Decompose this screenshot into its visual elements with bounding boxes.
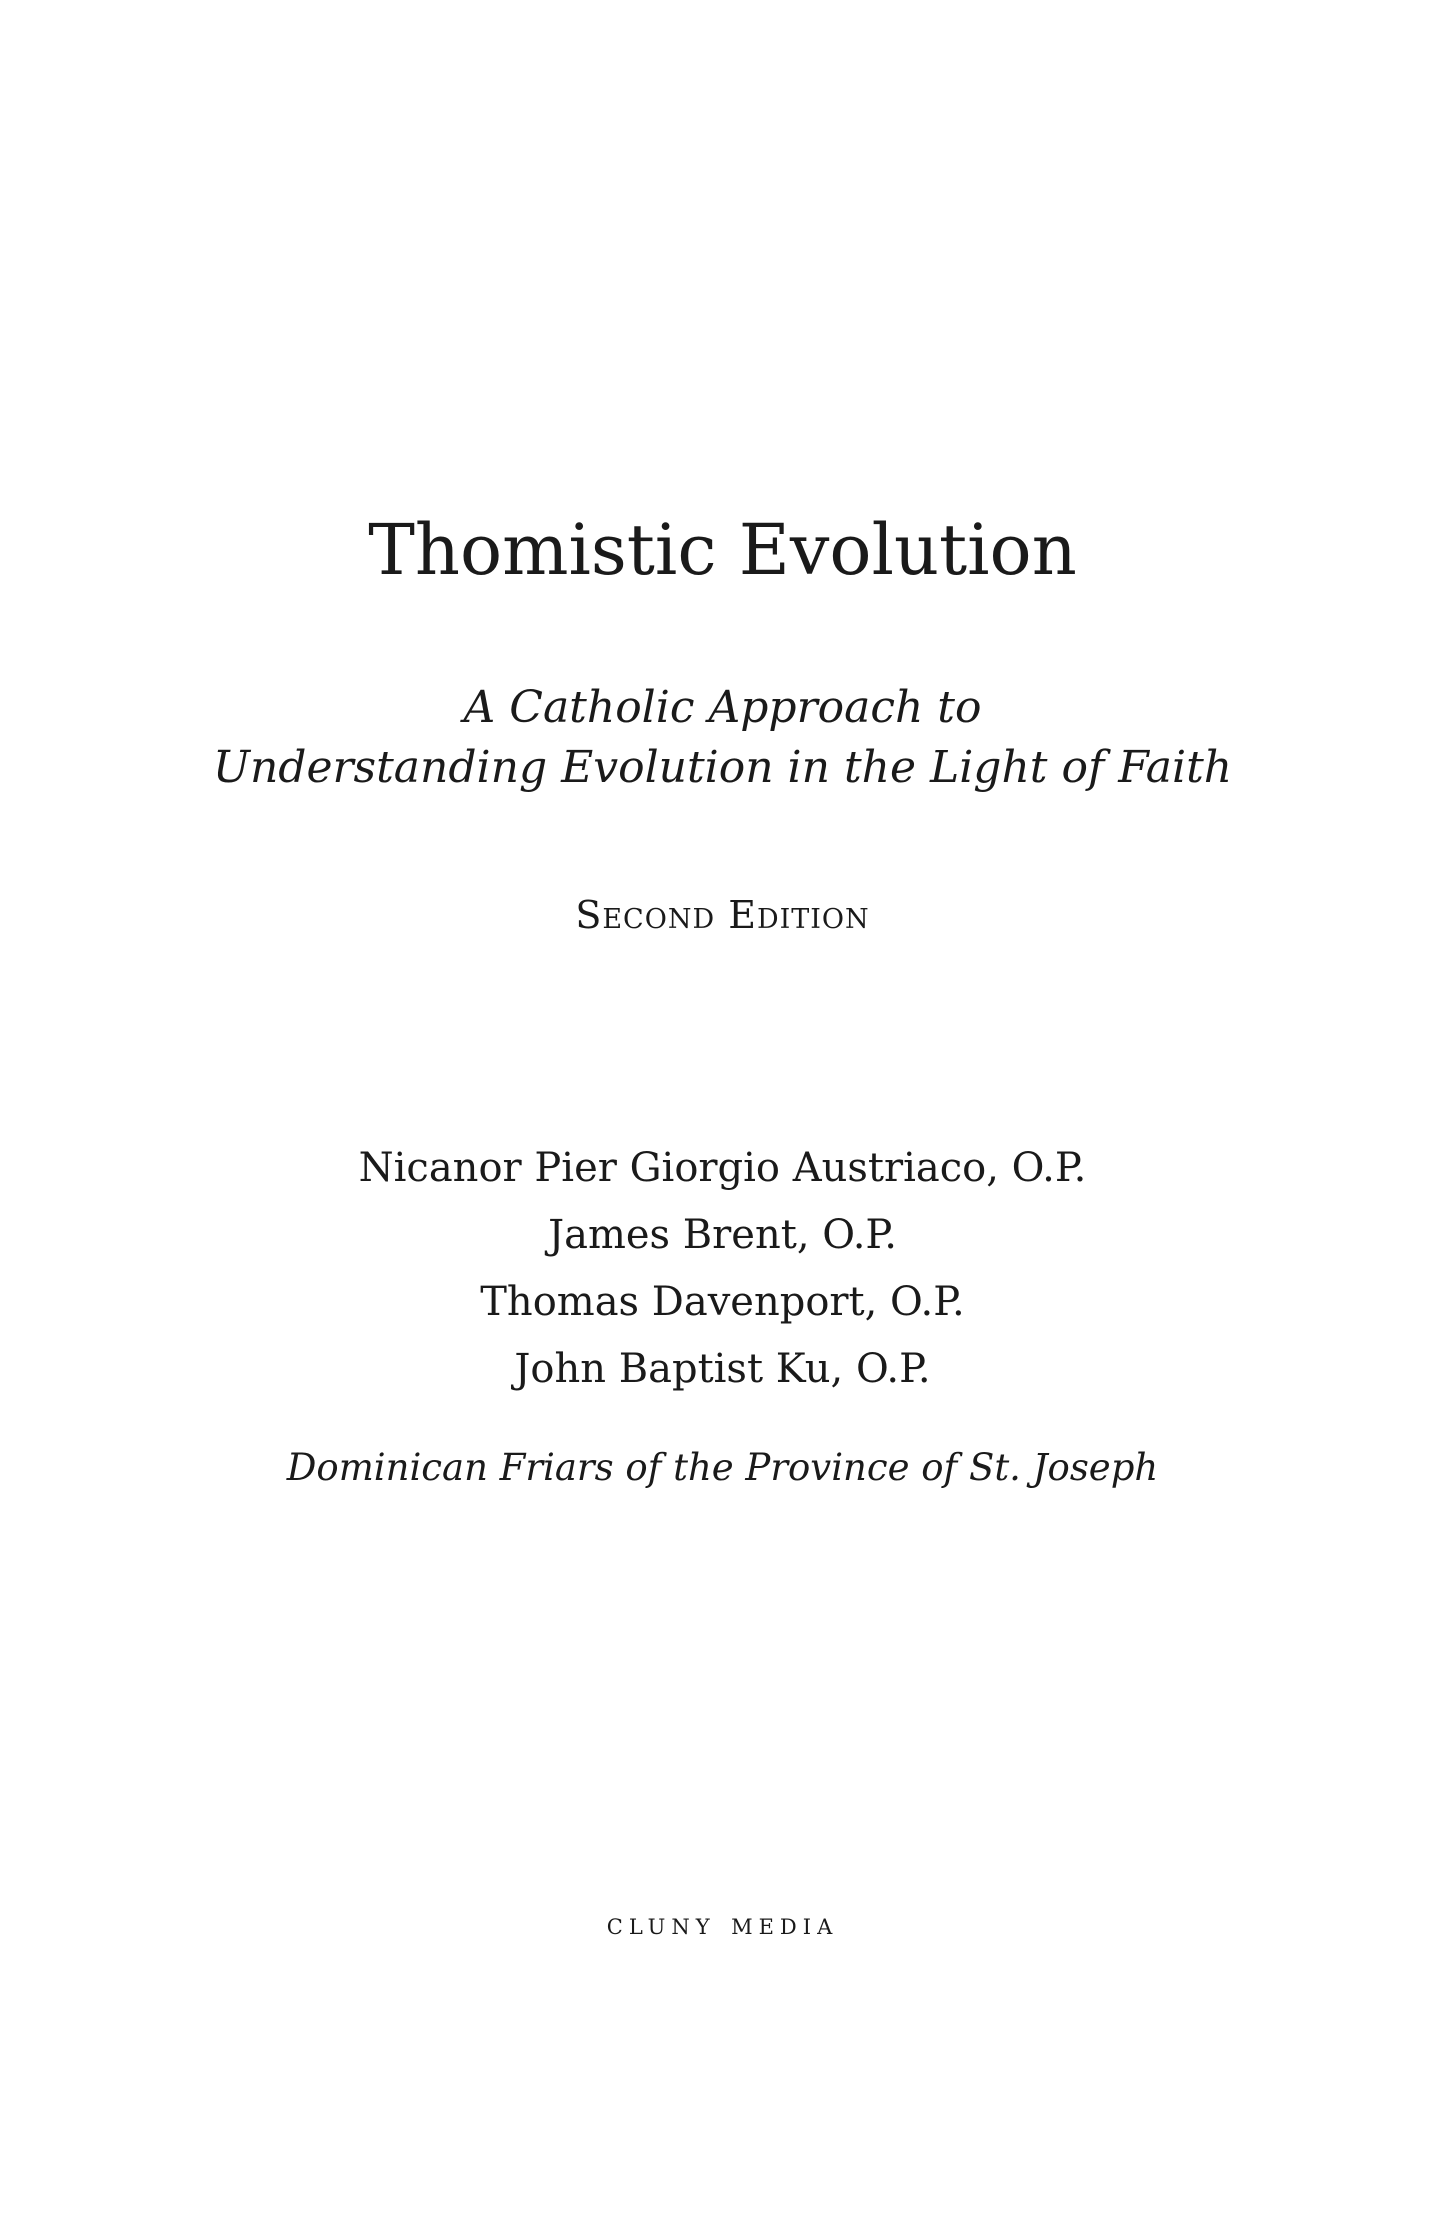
author-4: John Baptist Ku, O.P. bbox=[514, 1346, 931, 1392]
subtitle-line-2: Understanding Evolution in the Light of Faith bbox=[212, 742, 1233, 793]
author-3: Thomas Davenport, O.P. bbox=[480, 1279, 965, 1325]
author-1: Nicanor Pier Giorgio Austriaco, O.P. bbox=[358, 1145, 1087, 1191]
subtitle-line-1: A Catholic Approach to bbox=[463, 682, 982, 733]
edition-label: Second Edition bbox=[575, 893, 870, 937]
author-2: James Brent, O.P. bbox=[548, 1212, 897, 1258]
affiliation: Dominican Friars of the Province of St. Joseph bbox=[286, 1446, 1159, 1489]
book-title: Thomistic Evolution bbox=[368, 509, 1077, 591]
publisher-name: cluny media bbox=[606, 1907, 839, 1942]
